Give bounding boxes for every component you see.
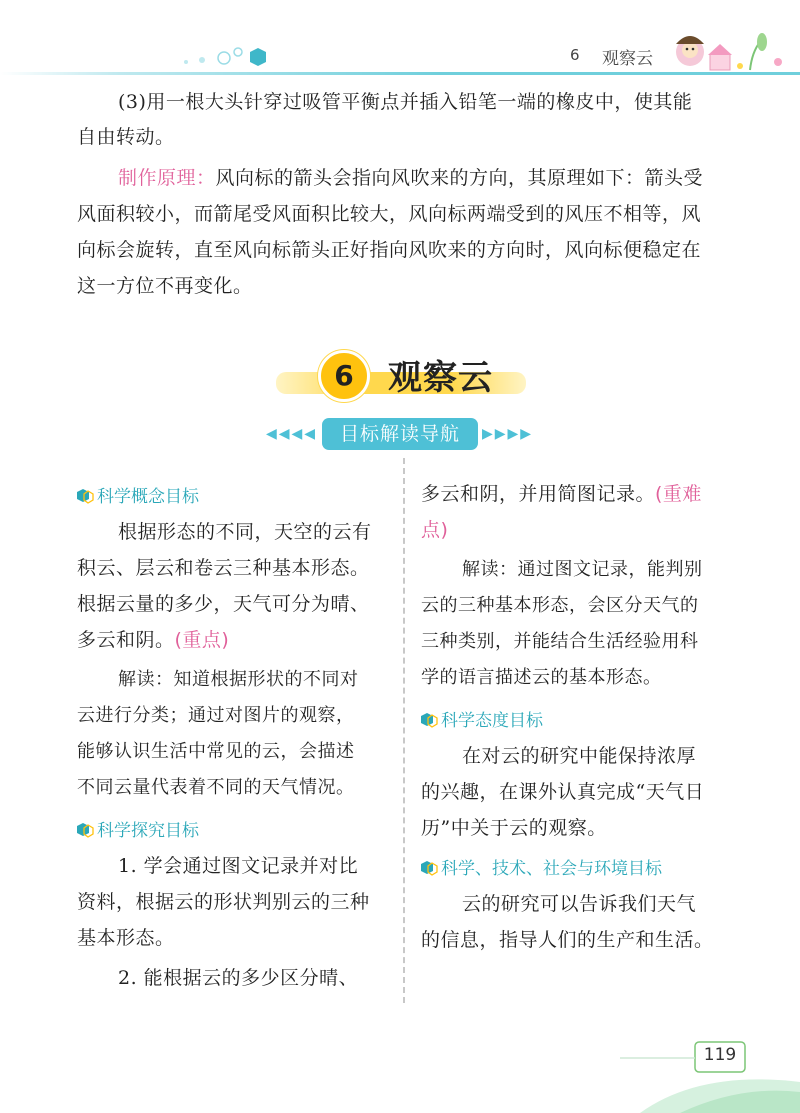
principle-line3: 向标会旋转，直至风向标箭头正好指向风吹来的方向时，风向标便稳定在 [77, 239, 702, 261]
sts-line1: 云的研究可以告诉我们天气 [462, 893, 697, 915]
concept-reading1: 解读：知道根据形状的不同对 [118, 669, 359, 690]
header-decor-dots [180, 40, 290, 70]
inquiry-reading2: 云的三种基本形态，会区分天气的 [421, 595, 699, 616]
nav-right-arrows-icon: ▶▶▶▶ [482, 426, 534, 442]
hexagon-bullet-icon [75, 488, 95, 504]
column-divider [403, 458, 405, 1003]
hexagon-bullet-icon [419, 712, 439, 728]
inquiry1-line2: 资料，根据云的形状判别云的三种 [77, 891, 370, 913]
inquiry2-line1: 2. 能根据云的多少区分晴、 [118, 967, 359, 989]
inquiry1-line3: 基本形态。 [77, 927, 175, 949]
attitude-line2: 的兴趣，在课外认真完成“天气日 [421, 781, 705, 803]
inquiry2-line2: 多云和阴，并用简图记录。(重难 [421, 483, 702, 505]
inquiry-goal-heading: 科学探究目标 [75, 816, 199, 841]
hexagon-bullet-icon [419, 860, 439, 876]
concept-line4: 多云和阴。(重点) [77, 629, 230, 651]
attitude-line3: 历”中关于云的观察。 [421, 817, 607, 839]
header-chapter-title: 观察云 [602, 49, 653, 69]
concept-reading4: 不同云量代表着不同的天气情况。 [77, 777, 355, 798]
concept-line3: 根据云量的多少，天气可分为晴、 [77, 593, 370, 615]
concept-line1: 根据形态的不同，天空的云有 [118, 521, 372, 543]
header-chapter-number: 6 [570, 46, 580, 64]
inquiry-reading1: 解读：通过图文记录，能判别 [462, 559, 703, 580]
header-cartoon-illustration [660, 22, 795, 77]
nav-left-arrows-icon: ◀◀◀◀ [266, 426, 318, 442]
concept-goal-heading: 科学概念目标 [75, 482, 199, 507]
principle-line1 [118, 158, 703, 198]
page-number: 119 [703, 1045, 737, 1065]
concept-line2: 积云、层云和卷云三种基本形态。 [77, 557, 370, 579]
concept-reading2: 云进行分类；通过对图片的观察， [77, 705, 355, 726]
inquiry1-line1: 1. 学会通过图文记录并对比 [118, 855, 359, 877]
concept-reading3: 能够认识生活中常见的云，会描述 [77, 741, 355, 762]
principle-label: 制作原理： [118, 167, 216, 189]
section-title: 观察云 [388, 358, 493, 398]
difficulty-tag-cont: 点) [421, 519, 449, 541]
principle-line1-text: 风向标的箭头会指向风吹来的方向，其原理如下：箭头受 [215, 167, 704, 189]
sts-line2: 的信息，指导人们的生产和生活。 [421, 929, 714, 951]
difficulty-tag: (重难 [655, 483, 702, 505]
step3-line1: (3)用一根大头针穿过吸管平衡点并插入铅笔一端的橡皮中，使其能 [118, 91, 693, 113]
goal-nav-label: 目标解读导航 [322, 418, 478, 450]
section-number-badge: 6 [318, 350, 370, 402]
hexagon-bullet-icon [75, 822, 95, 838]
attitude-goal-heading: 科学态度目标 [419, 706, 543, 731]
inquiry-reading3: 三种类别，并能结合生活经验用科 [421, 631, 699, 652]
principle-line4: 这一方位不再变化。 [77, 275, 253, 297]
principle-line2: 风面积较小，而箭尾受风面积比较大，风向标两端受到的风压不相等，风 [77, 203, 702, 225]
sts-goal-heading: 科学、技术、社会与环境目标 [419, 854, 662, 879]
key-point-tag: (重点) [174, 629, 230, 651]
step3-line2: 自由转动。 [77, 126, 175, 148]
attitude-line1: 在对云的研究中能保持浓厚 [462, 745, 697, 767]
inquiry-reading4: 学的语言描述云的基本形态。 [421, 667, 662, 688]
